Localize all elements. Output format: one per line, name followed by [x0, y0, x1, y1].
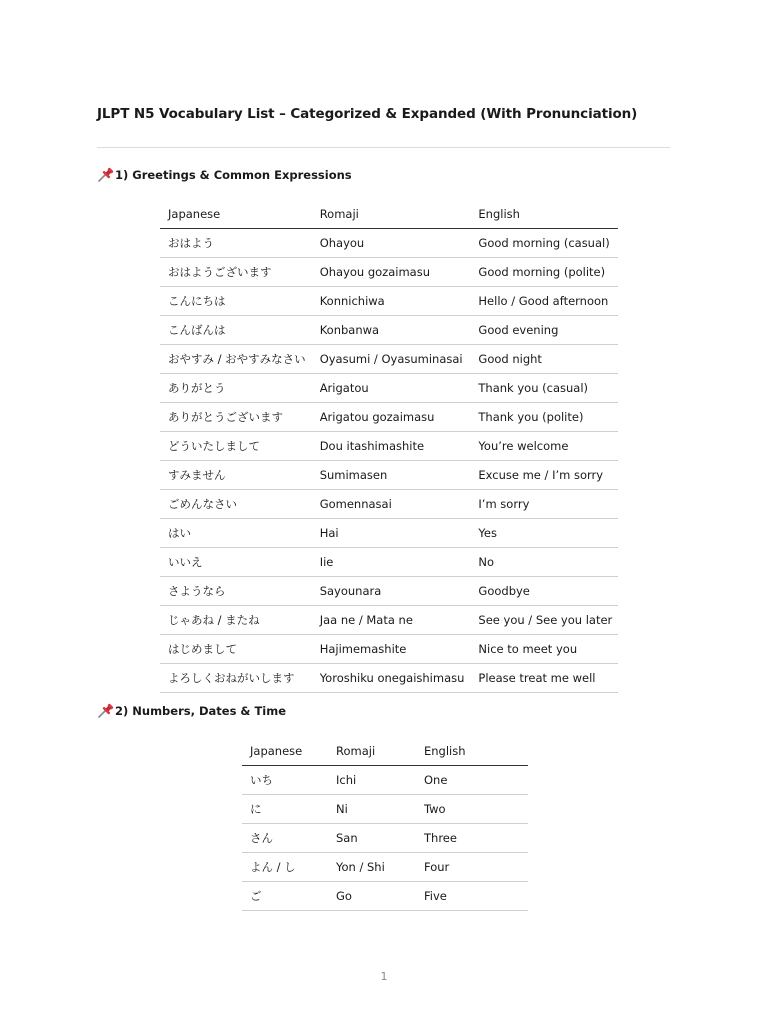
table-row: [242, 766, 528, 795]
japanese-cell: おはようございます: [160, 258, 312, 287]
japanese-cell: こんばんは: [160, 316, 312, 345]
english-cell: Goodbye: [470, 577, 618, 606]
romaji-cell: Arigatou: [312, 374, 471, 403]
romaji-cell: Iie: [312, 548, 471, 577]
japanese-cell: さん: [242, 824, 328, 853]
table-row: [160, 461, 618, 490]
romaji-cell: Konbanwa: [312, 316, 471, 345]
english-cell: Nice to meet you: [470, 635, 618, 664]
column-header-japanese: Japanese: [160, 200, 312, 229]
table-row: [160, 606, 618, 635]
japanese-cell: どういたしまして: [160, 432, 312, 461]
table-row: [160, 548, 618, 577]
table-row: [160, 316, 618, 345]
japanese-cell: こんにちは: [160, 287, 312, 316]
japanese-cell: いち: [242, 766, 328, 795]
english-cell: Three: [416, 824, 528, 853]
romaji-cell: Dou itashimashite: [312, 432, 471, 461]
english-cell: Yes: [470, 519, 618, 548]
english-cell: Four: [416, 853, 528, 882]
japanese-cell: ありがとうございます: [160, 403, 312, 432]
romaji-cell: Arigatou gozaimasu: [312, 403, 471, 432]
section-heading-text: 2) Numbers, Dates & Time: [115, 704, 287, 718]
romaji-cell: Yoroshiku onegaishimasu: [312, 664, 471, 693]
table-row: [160, 345, 618, 374]
english-cell: Two: [416, 795, 528, 824]
japanese-cell: ご: [242, 882, 328, 911]
english-cell: Five: [416, 882, 528, 911]
japanese-cell: さようなら: [160, 577, 312, 606]
english-cell: Please treat me well: [470, 664, 618, 693]
english-cell: You’re welcome: [470, 432, 618, 461]
english-cell: Good morning (casual): [470, 229, 618, 258]
table-header-row: [160, 200, 618, 229]
japanese-cell: ありがとう: [160, 374, 312, 403]
japanese-cell: ごめんなさい: [160, 490, 312, 519]
japanese-cell: おはよう: [160, 229, 312, 258]
english-cell: Good evening: [470, 316, 618, 345]
document-title: JLPT N5 Vocabulary List – Categorized & Expanded (With Pronunciation): [97, 106, 638, 122]
romaji-cell: Go: [328, 882, 416, 911]
english-cell: Thank you (casual): [470, 374, 618, 403]
numbers-table: [242, 737, 528, 911]
table-row: [242, 882, 528, 911]
table-row: [160, 403, 618, 432]
table-row: [160, 635, 618, 664]
table-row: [160, 490, 618, 519]
table-row: [160, 664, 618, 693]
column-header-romaji: Romaji: [312, 200, 471, 229]
english-cell: Thank you (polite): [470, 403, 618, 432]
japanese-cell: すみません: [160, 461, 312, 490]
table-row: [160, 229, 618, 258]
japanese-cell: よろしくおねがいします: [160, 664, 312, 693]
pushpin-icon: [97, 167, 115, 183]
japanese-cell: じゃあね / またね: [160, 606, 312, 635]
english-cell: No: [470, 548, 618, 577]
english-cell: Hello / Good afternoon: [470, 287, 618, 316]
table-row: [160, 287, 618, 316]
column-header-english: English: [416, 737, 528, 766]
section-heading-greetings: [97, 167, 352, 183]
japanese-cell: はい: [160, 519, 312, 548]
romaji-cell: Sumimasen: [312, 461, 471, 490]
romaji-cell: Sayounara: [312, 577, 471, 606]
greetings-table: [160, 200, 618, 693]
table-header-row: [242, 737, 528, 766]
table-row: [160, 374, 618, 403]
title-divider: [97, 147, 670, 148]
romaji-cell: Gomennasai: [312, 490, 471, 519]
romaji-cell: Ohayou gozaimasu: [312, 258, 471, 287]
column-header-romaji: Romaji: [328, 737, 416, 766]
table-row: [160, 258, 618, 287]
english-cell: Good night: [470, 345, 618, 374]
japanese-cell: いいえ: [160, 548, 312, 577]
romaji-cell: Hai: [312, 519, 471, 548]
romaji-cell: Konnichiwa: [312, 287, 471, 316]
romaji-cell: Ni: [328, 795, 416, 824]
table-row: [160, 577, 618, 606]
column-header-japanese: Japanese: [242, 737, 328, 766]
romaji-cell: Ichi: [328, 766, 416, 795]
pushpin-icon: [97, 703, 115, 719]
english-cell: See you / See you later: [470, 606, 618, 635]
table-row: [242, 795, 528, 824]
romaji-cell: Ohayou: [312, 229, 471, 258]
table-row: [242, 853, 528, 882]
column-header-english: English: [470, 200, 618, 229]
table-row: [160, 519, 618, 548]
romaji-cell: Yon / Shi: [328, 853, 416, 882]
japanese-cell: おやすみ / おやすみなさい: [160, 345, 312, 374]
romaji-cell: Jaa ne / Mata ne: [312, 606, 471, 635]
english-cell: Good morning (polite): [470, 258, 618, 287]
japanese-cell: よん / し: [242, 853, 328, 882]
romaji-cell: Oyasumi / Oyasuminasai: [312, 345, 471, 374]
section-heading-text: 1) Greetings & Common Expressions: [115, 168, 352, 182]
japanese-cell: に: [242, 795, 328, 824]
english-cell: Excuse me / I’m sorry: [470, 461, 618, 490]
english-cell: I’m sorry: [470, 490, 618, 519]
section-heading-numbers: [97, 703, 286, 719]
page-number: 1: [380, 970, 388, 983]
romaji-cell: Hajimemashite: [312, 635, 471, 664]
japanese-cell: はじめまして: [160, 635, 312, 664]
table-row: [242, 824, 528, 853]
english-cell: One: [416, 766, 528, 795]
table-row: [160, 432, 618, 461]
romaji-cell: San: [328, 824, 416, 853]
